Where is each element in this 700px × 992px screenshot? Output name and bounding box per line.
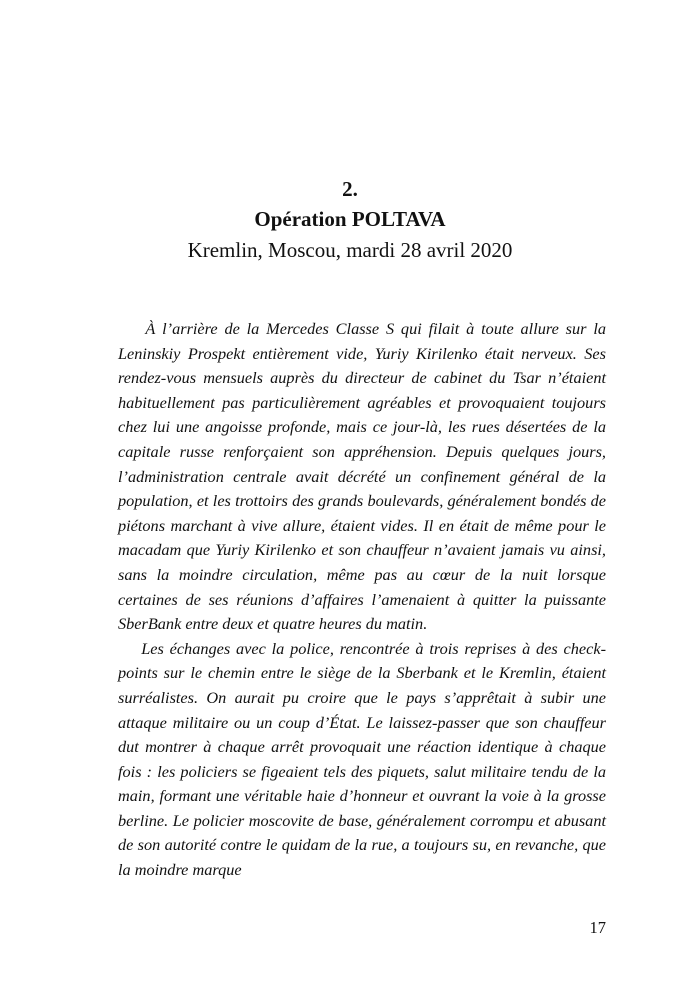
chapter-subtitle: Kremlin, Moscou, mardi 28 avril 2020: [187, 238, 513, 262]
chapter-heading: [0, 174, 700, 266]
chapter-title: Opération POLTAVA: [254, 207, 446, 231]
page-number: 17: [589, 918, 606, 937]
paragraph: Les échanges avec la police, rencontrée à trois reprises à des check-points sur le chemin entre le siège de la Sberbank et le Kremlin, étaient surréalistes. On aurait pu croire que le pays s’apprêtait à subir une attaque militaire ou un coup d’État. Le laissez-passer que son chauffeur dut montrer à chaque arrêt provoquait une réaction identique à chaque fois : les policiers se figeaient tels des piquets, salut militaire tendu de la main, formant une véritable haie d’honneur et ouvrant la voie à la grosse berline. Le policier moscovite de base, généralement corrompu et abusant de son autorité contre le quidam de la rue, a toujours su, en revanche, que la moindre marque: [118, 638, 606, 880]
chapter-number: 2.: [342, 177, 358, 201]
body-text: [118, 317, 606, 883]
paragraph: À l’arrière de la Mercedes Classe S qui filait à toute allure sur la Leninskiy Prospekt entièrement vide, Yuriy Kirilenko était nerveux. Ses rendez-vous mensuels auprès du directeur de cabinet du Tsar n’étaient habituellement pas particulièrement agréables et provoquaient toujours chez lui une angoisse profonde, mais ce jour-là, les rues désertées de la capitale russe renforçaient son appréhension. Depuis quelques jours, l’administration centrale avait décrété un confinement général de la population, et les trottoirs des grands boulevards, généralement bondés de piétons marchant à vive allure, étaient vides. Il en était de même pour le macadam que Yuriy Kirilenko et son chauffeur n’avaient jamais vu ainsi, sans la moindre circulation, même pas au cœur de la nuit lorsque certaines de ses réunions d’affaires l’amenaient à quitter la puissante SberBank entre deux et quatre heures du matin.: [118, 319, 606, 634]
